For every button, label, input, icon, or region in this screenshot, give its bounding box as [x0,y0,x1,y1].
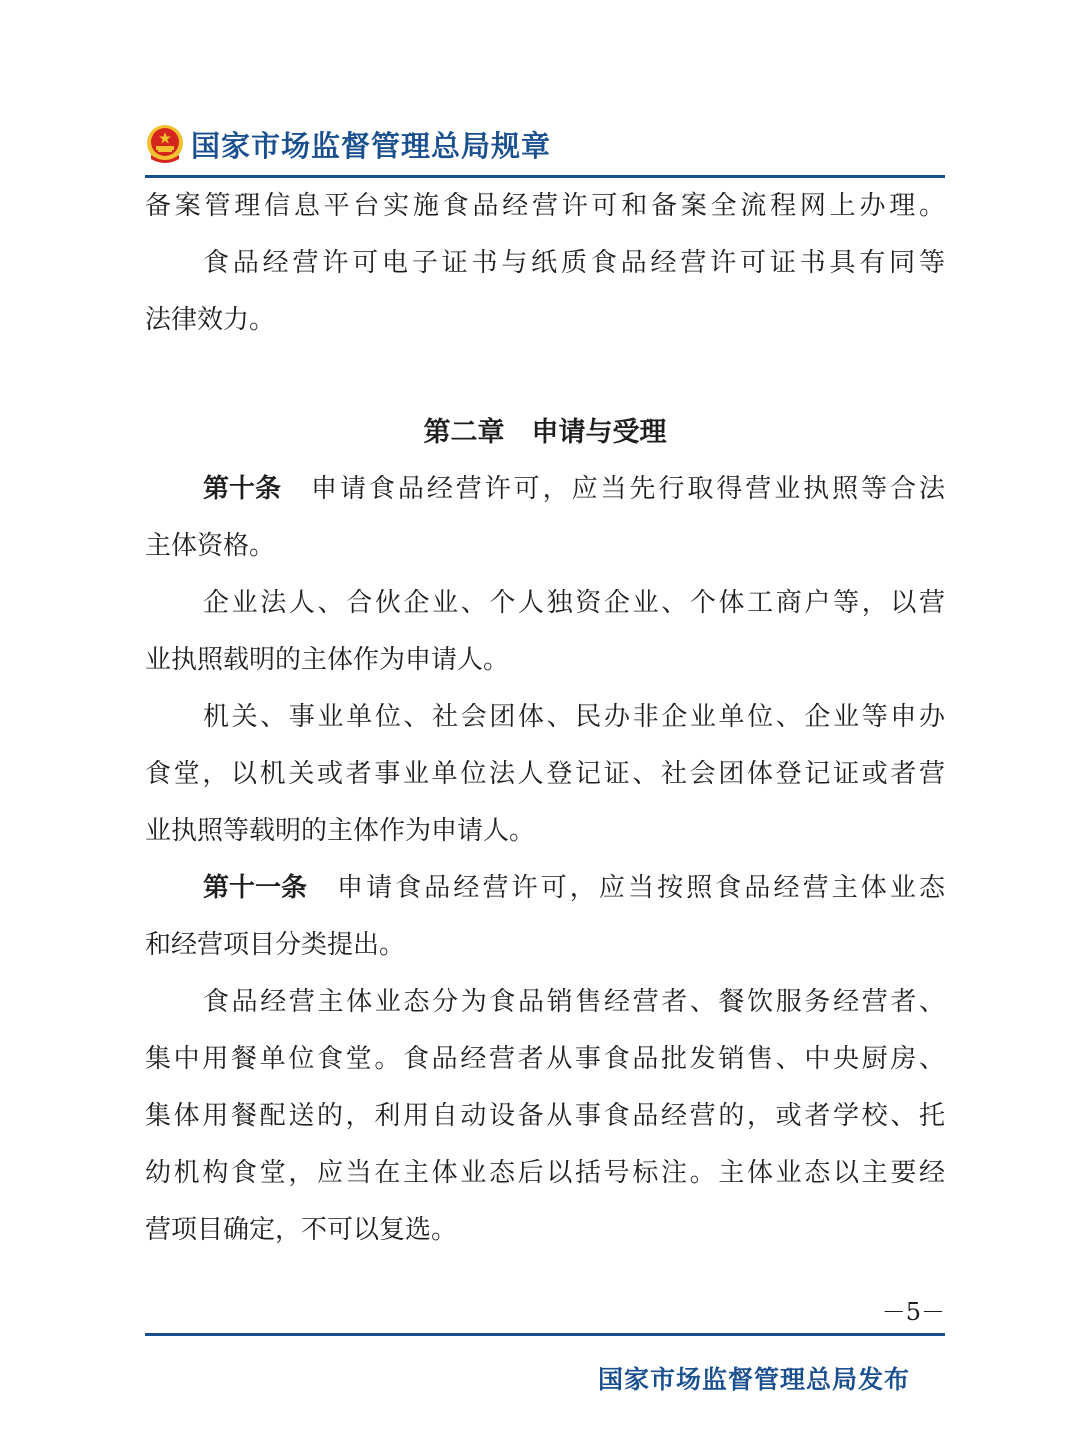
header-title: 国家市场监督管理总局规章 [191,128,552,163]
footer-publisher: 国家市场监督管理总局发布 [598,1365,911,1394]
footer-rule [145,1333,945,1336]
paragraph-line: 业执照等载明的主体作为申请人。 [145,816,536,846]
article-text: 申请食品经营许可，应当按照食品经营主体业态 [337,873,945,903]
article-text: 申请食品经营许可，应当先行取得营业执照等合法 [311,474,945,504]
paragraph-line: 集体用餐配送的，利用自动设备从事食品经营的，或者学校、托 [145,1101,945,1131]
national-emblem-icon [145,123,185,165]
paragraph-line: 营项目确定，不可以复选。 [145,1215,458,1245]
paragraph-line: 食堂，以机关或者事业单位法人登记证、社会团体登记证或者营 [145,759,945,789]
paragraph-line: 集中用餐单位食堂。食品经营者从事食品批发销售、中央厨房、 [145,1044,945,1074]
paragraph-line: 食品经营许可电子证书与纸质食品经营许可证书具有同等 [203,248,945,278]
paragraph-line: 幼机构食堂，应当在主体业态后以括号标注。主体业态以主要经 [145,1158,945,1188]
article-label: 第十一条 [203,873,308,903]
paragraph-line: 和经营项目分类提出。 [145,930,406,960]
chapter-heading: 第二章 申请与受理 [423,417,667,448]
document-body [145,178,945,1259]
paragraph-line: 机关、事业单位、社会团体、民办非企业单位、企业等申办 [203,702,945,732]
paragraph-line: 食品经营主体业态分为食品销售经营者、餐饮服务经营者、 [203,987,945,1017]
spacer [145,349,945,404]
paragraph-line: 企业法人、合伙企业、个人独资企业、个体工商户等，以营 [203,588,945,618]
page-number: －5－ [881,1298,945,1326]
paragraph-line: 主体资格。 [145,531,276,561]
document-header [145,120,551,168]
article-10-line [145,461,945,518]
article-label: 第十条 [203,474,282,504]
paragraph-line: 备案管理信息平台实施食品经营许可和备案全流程网上办理。 [145,191,945,221]
paragraph-line: 法律效力。 [145,305,276,335]
article-11-line [145,860,945,917]
paragraph-line: 业执照载明的主体作为申请人。 [145,645,510,675]
